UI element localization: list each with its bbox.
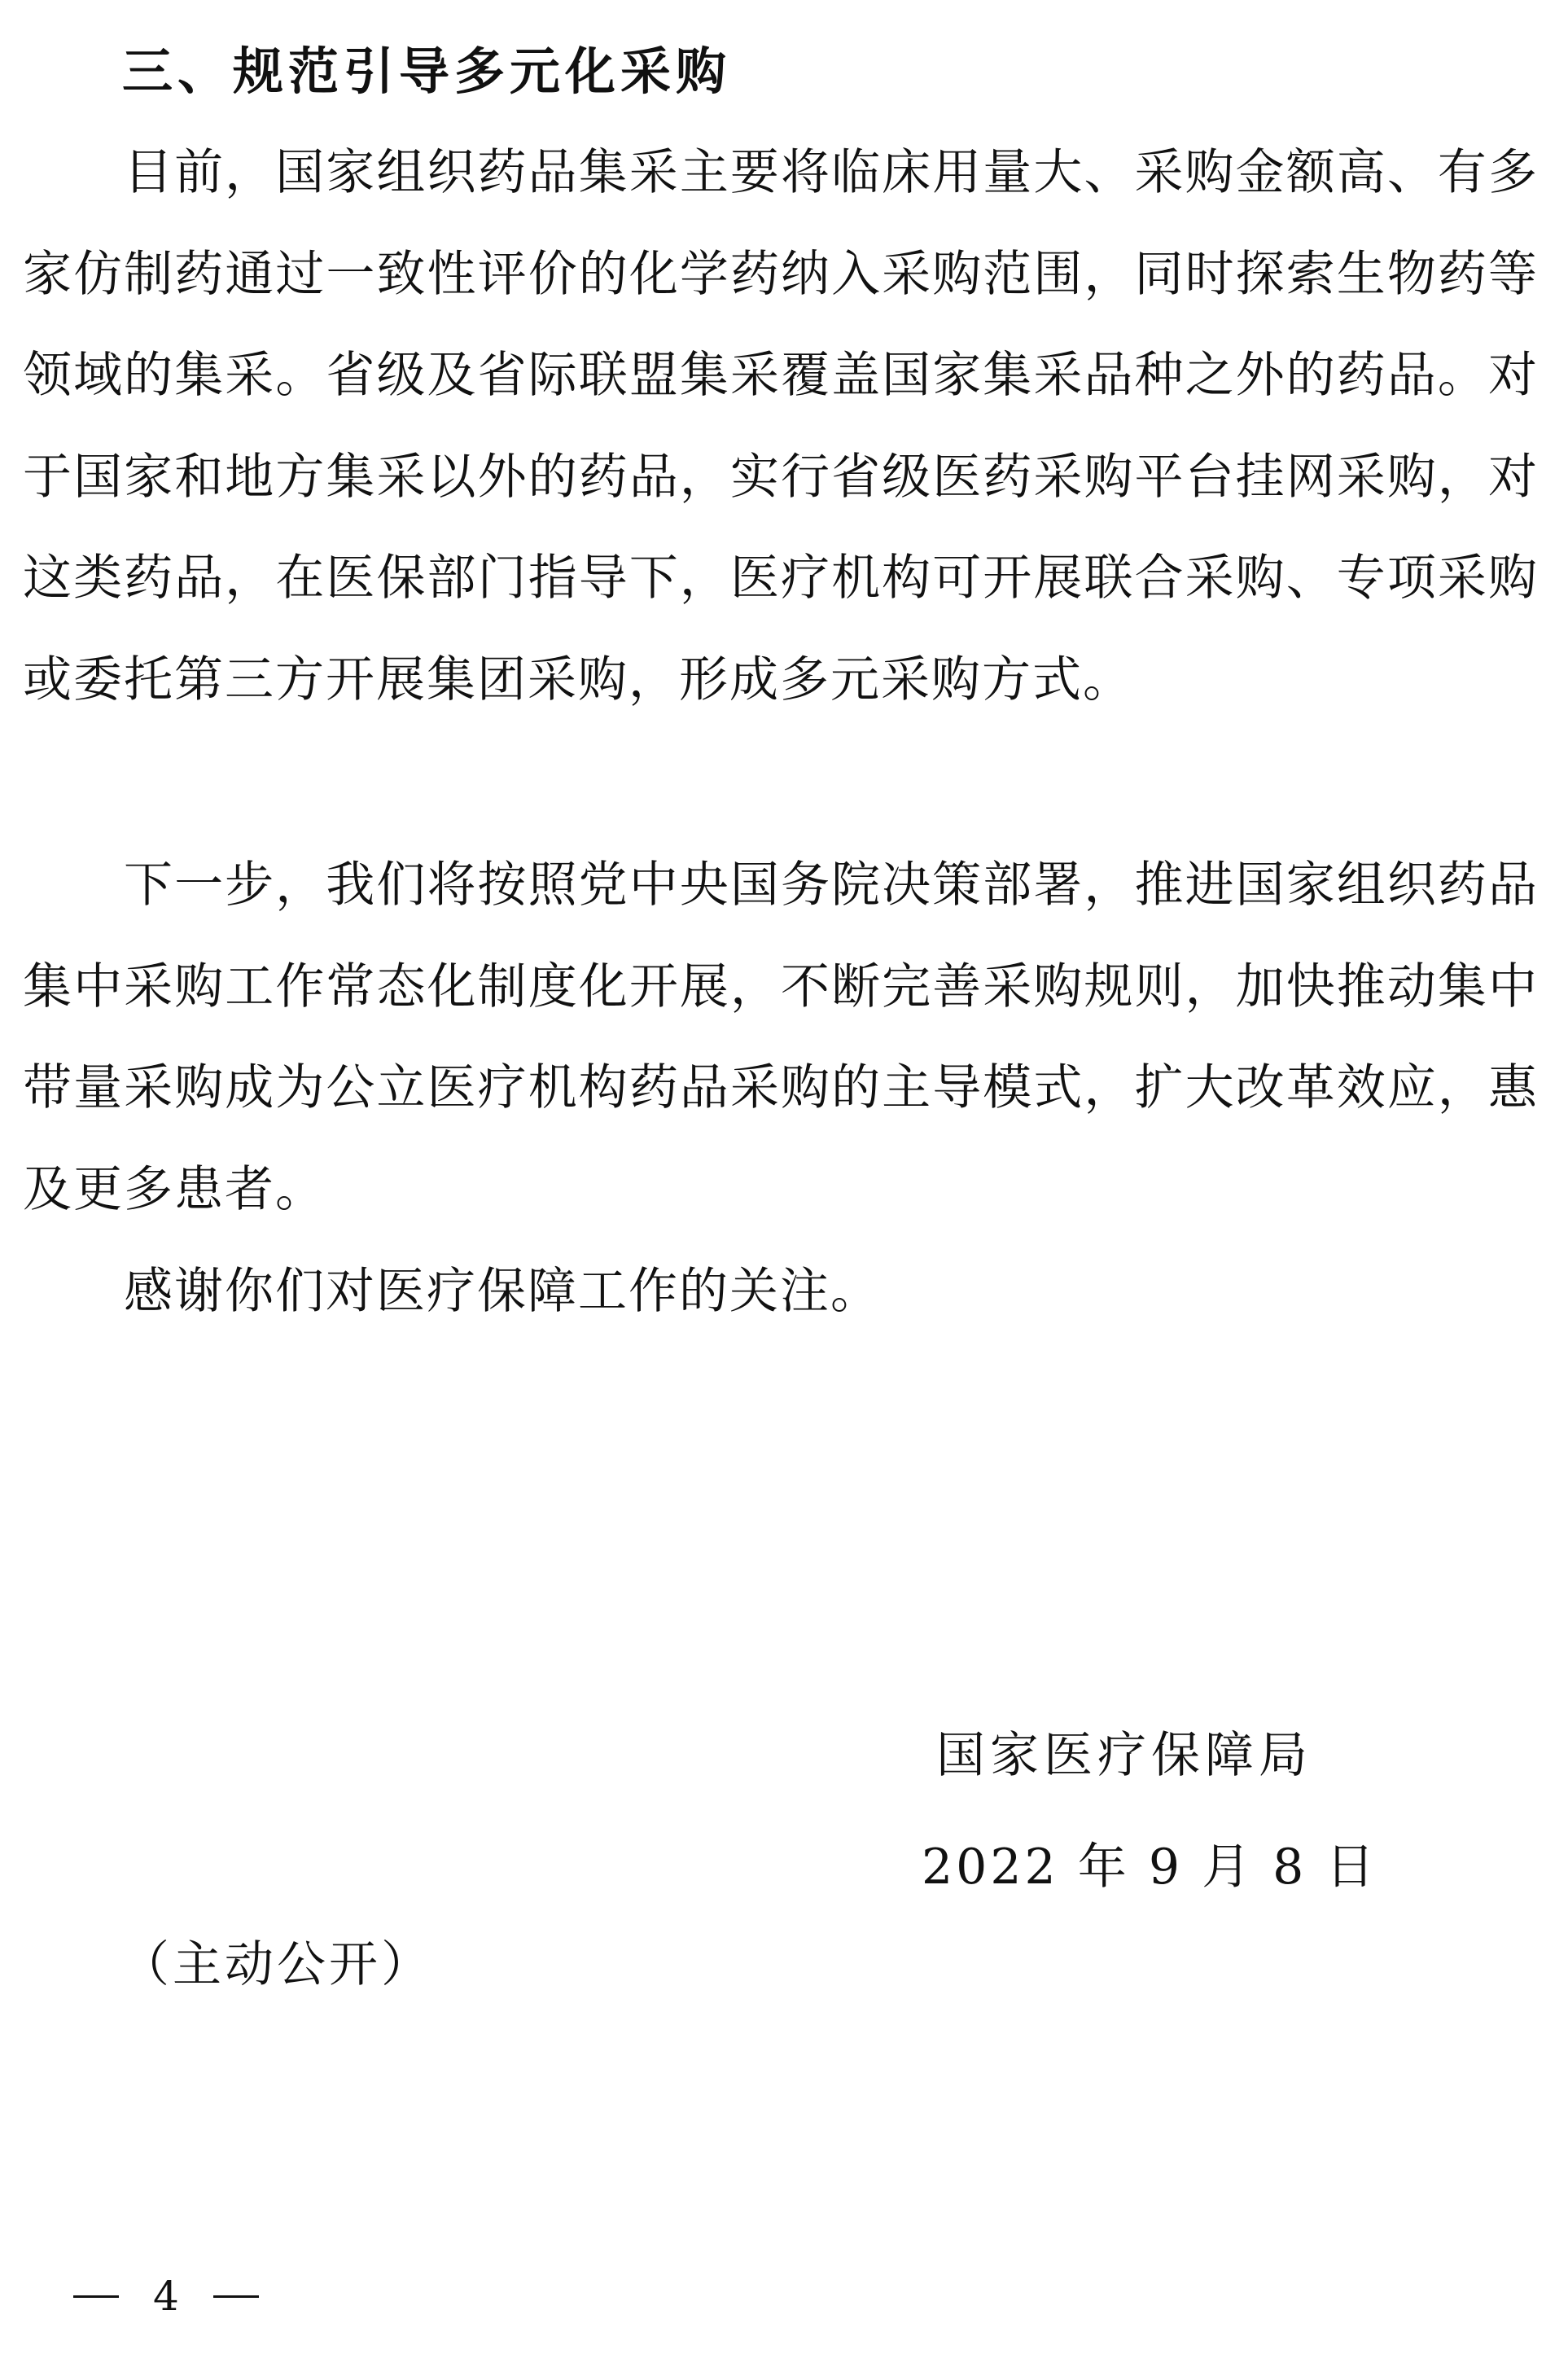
signature-date: 2022 年 9 月 8 日 <box>922 1839 1378 1896</box>
page-footer <box>73 2268 259 2325</box>
body-paragraph-1: 目前，国家组织药品集采主要将临床用量大、采购金额高、有多家仿制药通过一致性评价的化学药纳入采购范围，同时探索生物药等领域的集采。省级及省际联盟集采覆盖国家集采品种之外的药品。对于国家和地方集采以外的药品，实行省级医药采购平台挂网采购，对这类药品，在医保部门指导下，医疗机构可开展联合采购、专项采购或委托第三方开展集团采购，形成多元采购方式。 <box>23 144 1539 708</box>
body-paragraph-3: 感谢你们对医疗保障工作的关注。 <box>124 1263 881 1320</box>
disclosure-note: （主动公开） <box>120 1936 433 1993</box>
footer-dash-right <box>213 2295 259 2298</box>
section-heading: 三、规范引导多元化采购 <box>122 42 732 101</box>
footer-dash-left <box>73 2295 119 2298</box>
signature-organization: 国家医疗保障局 <box>936 1727 1312 1784</box>
page-number: 4 <box>153 2273 179 2320</box>
body-paragraph-2: 下一步，我们将按照党中央国务院决策部署，推进国家组织药品集中采购工作常态化制度化开展，不断完善采购规则，加快推动集中带量采购成为公立医疗机构药品采购的主导模式，扩大改革效应，惠及更多患者。 <box>23 857 1539 1218</box>
